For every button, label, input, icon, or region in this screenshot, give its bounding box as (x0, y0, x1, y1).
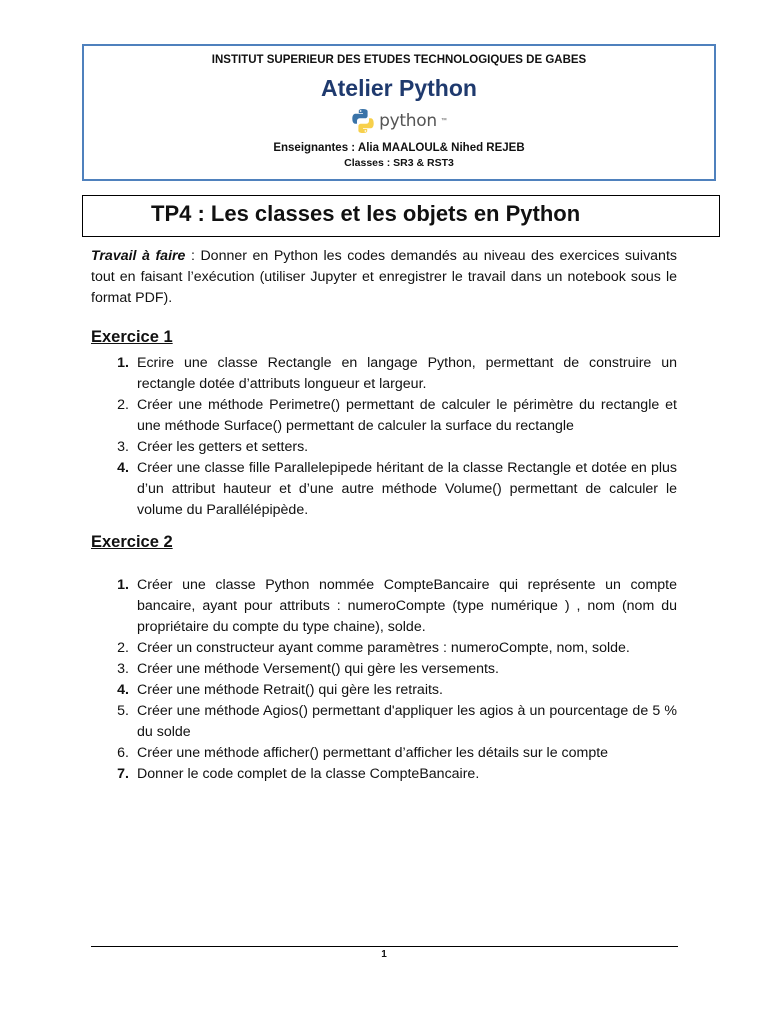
list-item (91, 701, 677, 743)
list-item (91, 659, 677, 680)
list-item (91, 743, 677, 764)
list-item (91, 680, 677, 701)
list-item (91, 395, 677, 437)
classes-line: Classes : SR3 & RST3 (344, 157, 454, 169)
item-number: 2. (117, 397, 129, 413)
header-box (82, 44, 716, 181)
item-text: Donner le code complet de la classe CompteBancaire. (137, 766, 480, 782)
course-title: Atelier Python (321, 75, 477, 101)
item-number: 7. (117, 766, 129, 782)
exercise-2-list (91, 575, 677, 785)
item-text: Créer une classe fille Parallelepipede héritant de la classe Rectangle et dotée en plus d’un attribut hauteur et d’une autre méthode Volume() permettant de calculer le volume du Parallélépipède. (137, 460, 677, 518)
list-item (91, 458, 677, 521)
item-text: Ecrire une classe Rectangle en langage Python, permettant de construire un rectangle dotée d’attributs longueur et largeur. (137, 355, 677, 392)
list-item (91, 638, 677, 659)
document-body (91, 246, 677, 785)
list-item (91, 437, 677, 458)
item-number: 5. (117, 703, 129, 719)
item-number: 4. (117, 682, 129, 698)
institute-name: INSTITUT SUPERIEUR DES ETUDES TECHNOLOGIQUES DE GABES (211, 54, 587, 66)
tp-title-box (82, 195, 720, 237)
item-text: Créer une méthode Retrait() qui gère les retraits. (137, 682, 443, 698)
python-logo-icon (351, 108, 375, 134)
item-number: 3. (117, 439, 129, 455)
item-text: Créer une classe Python nommée CompteBancaire qui représente un compte bancaire, ayant pour attributs : numeroCompte (type numérique ) , nom (nom du propriétaire du compte du type chaine), solde. (137, 577, 677, 635)
intro-text: : Donner en Python les codes demandés au niveau des exercices suivants tout en faisant l’exécution (utiliser Jupyter et enregistrer le travail dans un notebook sous le format PDF). (91, 248, 677, 306)
intro-paragraph (91, 246, 677, 309)
item-text: Créer un constructeur ayant comme paramètres : numeroCompte, nom, solde. (137, 640, 630, 656)
list-item (91, 764, 677, 785)
footer-divider (91, 946, 678, 947)
item-number: 1. (117, 577, 129, 593)
item-text: Créer une méthode afficher() permettant d’afficher les détails sur le compte (137, 745, 609, 761)
item-number: 6. (117, 745, 129, 761)
python-logo-text: python (379, 111, 437, 131)
exercise-1-list (91, 353, 677, 521)
teachers-line: Enseignantes : Alia MAALOUL& Nihed REJEB (273, 142, 525, 154)
list-item (91, 575, 677, 638)
item-text: Créer les getters et setters. (137, 439, 309, 455)
page-number: 1 (381, 949, 387, 960)
item-text: Créer une méthode Versement() qui gère les versements. (137, 661, 499, 677)
exercise-2-heading: Exercice 2 (91, 533, 173, 551)
trademark-mark: ™ (440, 118, 447, 124)
item-text: Créer une méthode Agios() permettant d'appliquer les agios à un pourcentage de 5 % du solde (137, 703, 677, 740)
list-item (91, 353, 677, 395)
intro-lead: Travail à faire (91, 248, 186, 264)
item-number: 4. (117, 460, 129, 476)
item-number: 3. (117, 661, 129, 677)
item-text: Créer une méthode Perimetre() permettant de calculer le périmètre du rectangle et une méthode Surface() permettant de calculer la surface du rectangle (137, 397, 677, 434)
python-logo (84, 106, 714, 136)
item-number: 1. (117, 355, 129, 371)
item-number: 2. (117, 640, 129, 656)
tp-title: TP4 : Les classes et les objets en Python (151, 201, 581, 226)
exercise-1-heading: Exercice 1 (91, 328, 173, 346)
